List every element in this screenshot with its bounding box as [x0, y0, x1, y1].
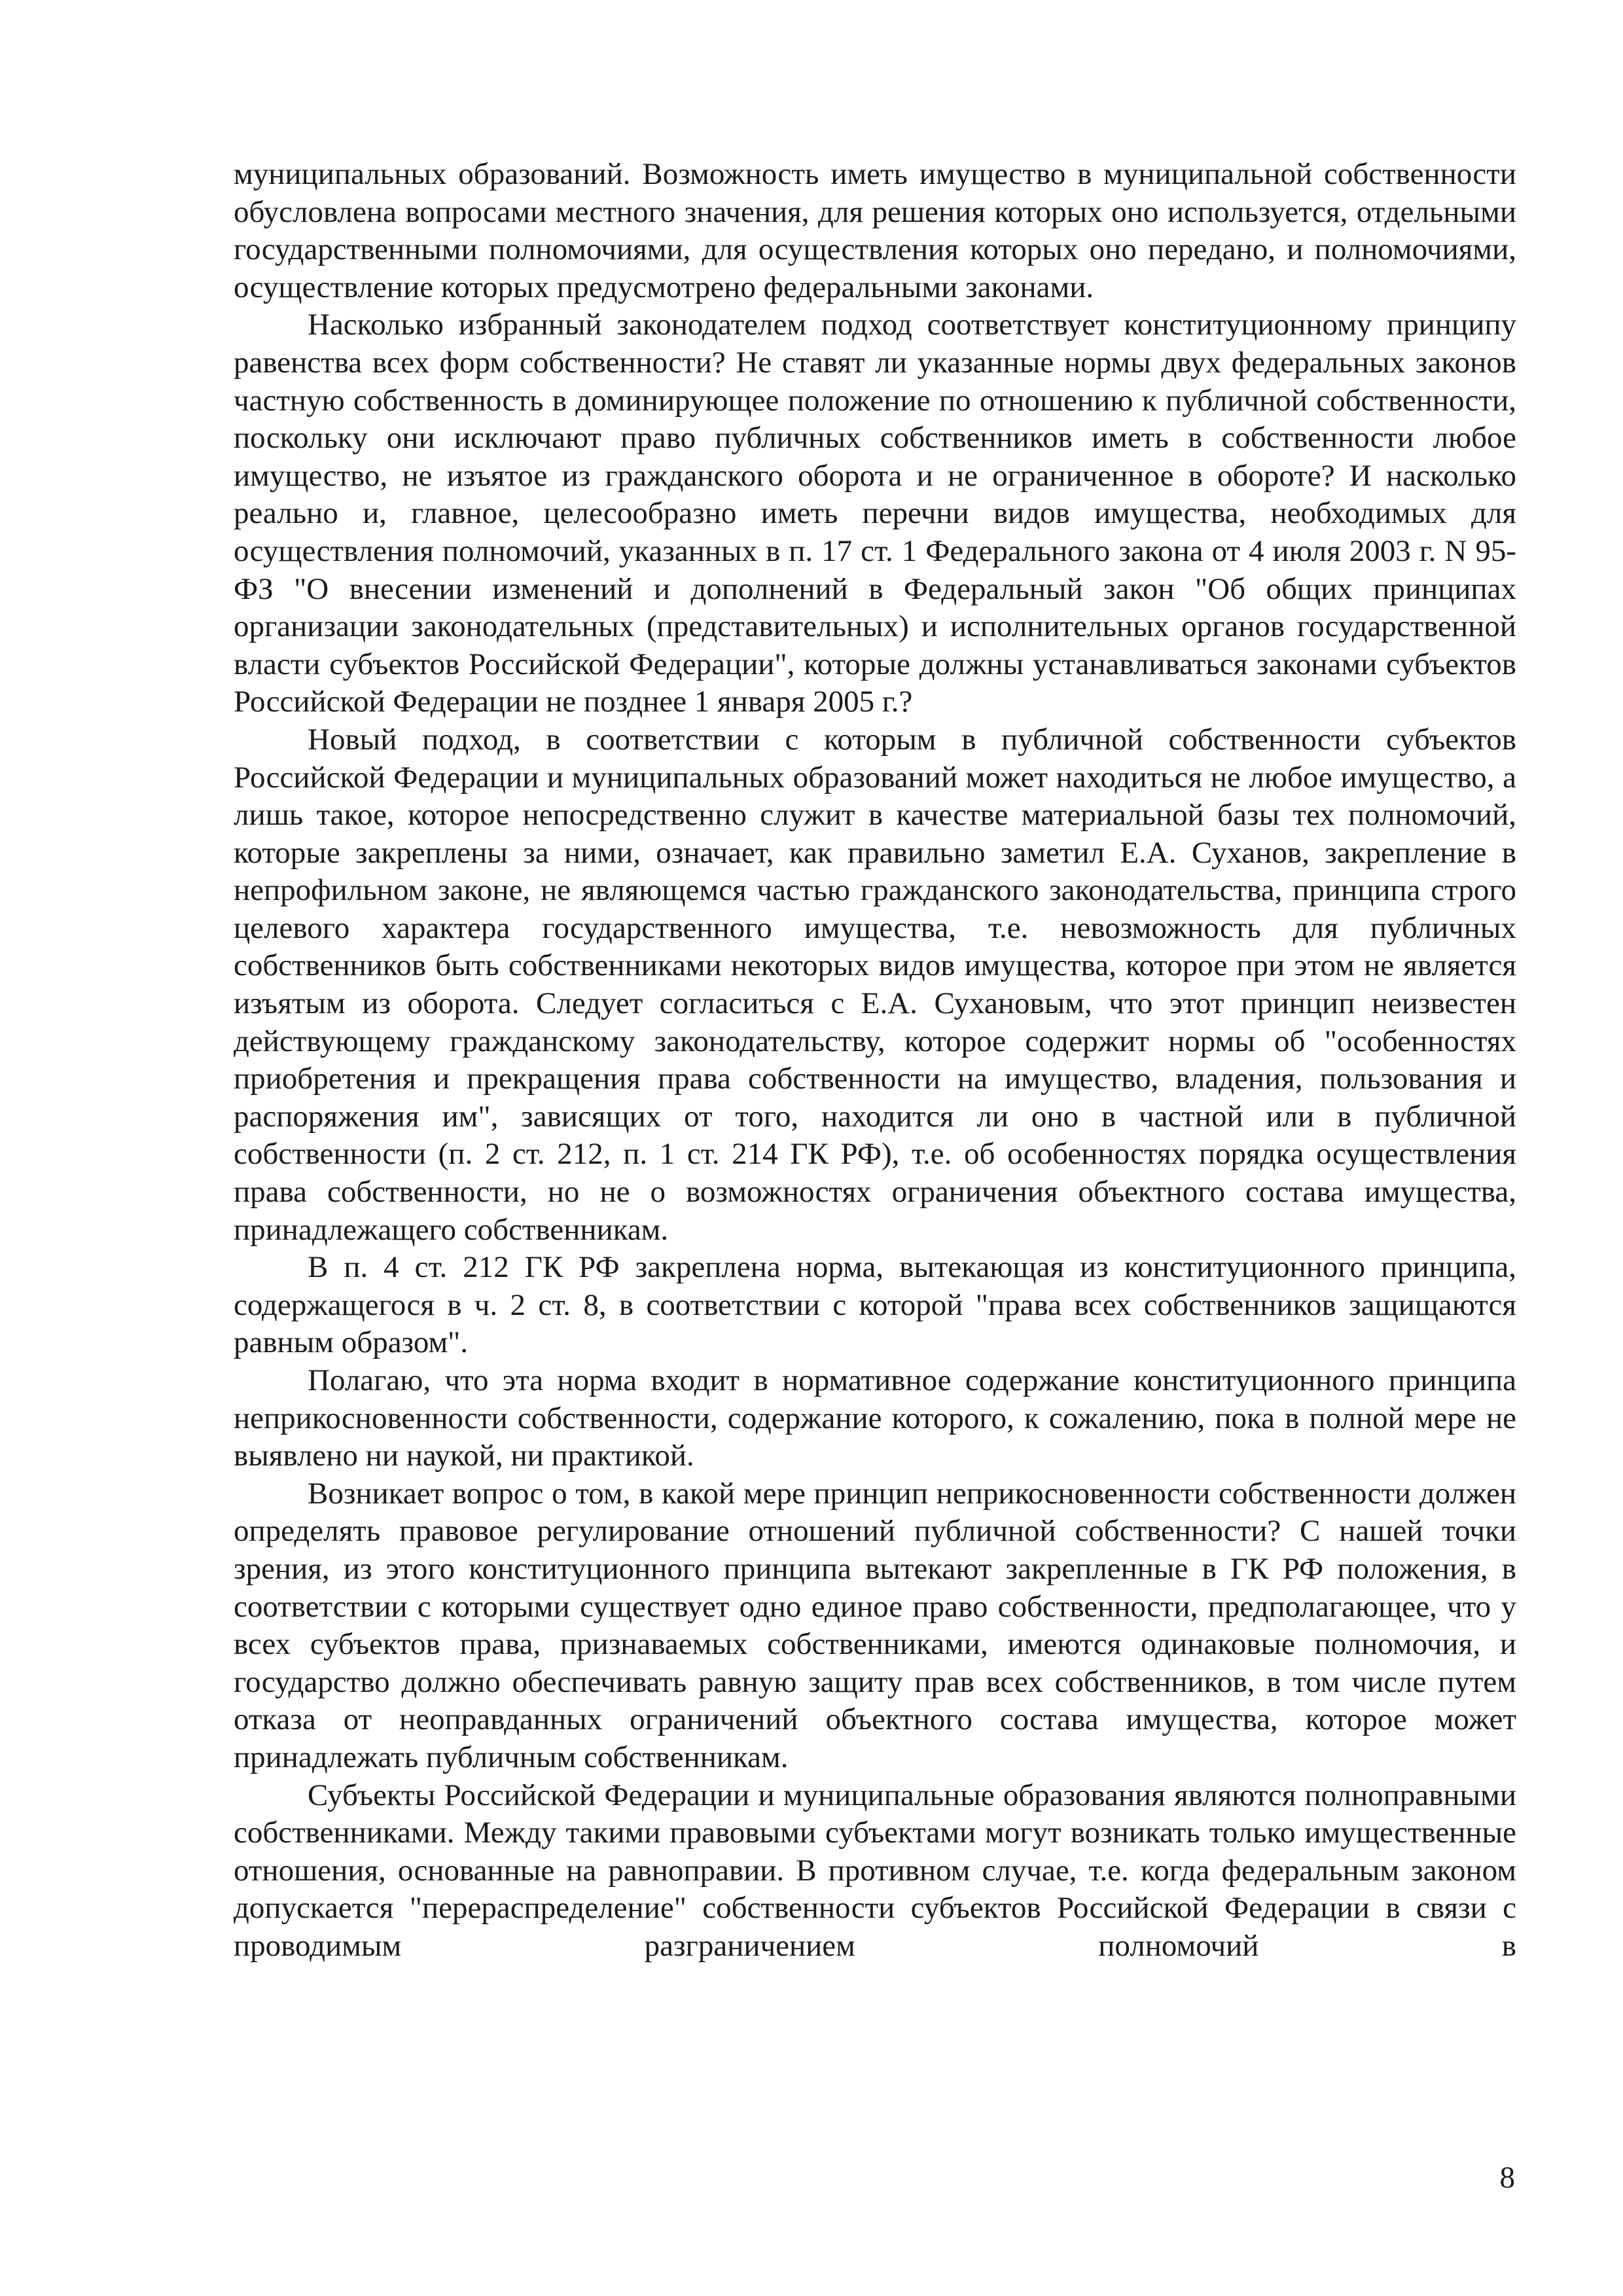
paragraph-2: Насколько избранный законодателем подход соответствует конституционному принципу равенства всех форм собственности? Не ставят ли указанные нормы двух федеральных законов частную собственность в доминирующее положение по отношению к публичной собственности, поскольку они исключают право публичных собственников иметь в собственности любое имущество, не изъятое из гражданского оборота и не ограниченное в обороте? И насколько реально и, главное, целесообразно иметь перечни видов имущества, необходимых для осуществления полномочий, указанных в п. 17 ст. 1 Федерального закона от 4 июля 2003 г. N 95-ФЗ "О внесении изменений и дополнений в Федеральный закон "Об общих принципах организации законодательных (представительных) и исполнительных органов государственной власти субъектов Российской Федерации", которые должны устанавливаться законами субъектов Российской Федерации не позднее 1 января 2005 г.?: [234, 308, 1516, 719]
paragraph-4: В п. 4 ст. 212 ГК РФ закреплена норма, вытекающая из конституционного принципа, содержащегося в ч. 2 ст. 8, в соответствии с которой "права всех собственников защищаются равным образом".: [234, 1250, 1516, 1360]
paragraph-6: Возникает вопрос о том, в какой мере принцип неприкосновенности собственности должен определять правовое регулирование отношений публичной собственности? С нашей точки зрения, из этого конституционного принципа вытекают закрепленные в ГК РФ положения, в соответствии с которыми существует одно единое право собственности, предполагающее, что у всех субъектов права, признаваемых собственниками, имеются одинаковые полномочия, и государство должно обеспечивать равную защиту прав всех собственников, в том числе путем отказа от неоправданных ограничений объектного состава имущества, которое может принадлежать публичным собственникам.: [234, 1476, 1516, 1774]
paragraph-3: Новый подход, в соответствии с которым в публичной собственности субъектов Российской Федерации и муниципальных образований может находиться не любое имущество, а лишь такое, которое непосредственно служит в качестве материальной базы тех полномочий, которые закреплены за ними, означает, как правильно заметил Е.А. Суханов, закрепление в непрофильном законе, не являющемся частью гражданского законодательства, принципа строго целевого характера государственного имущества, т.е. невозможность для публичных собственников быть собственниками некоторых видов имущества, которое при этом не является изъятым из оборота. Следует согласиться с Е.А. Сухановым, что этот принцип неизвестен действующему гражданскому законодательству, которое содержит нормы об "особенностях приобретения и прекращения права собственности на имущество, владения, пользования и распоряжения им", зависящих от того, находится ли оно в частной или в публичной собственности (п. 2 ст. 212, п. 1 ст. 214 ГК РФ), т.е. об особенностях порядка осуществления права собственности, но не о возможностях ограничения объектного состава имущества, принадлежащего собственникам.: [234, 722, 1516, 1247]
page-number: 8: [1499, 2161, 1515, 2195]
paragraph-5: Полагаю, что эта норма входит в нормативное содержание конституционного принципа неприкосновенности собственности, содержание которого, к сожалению, пока в полной мере не выявлено ни наукой, ни практикой.: [234, 1363, 1516, 1473]
paragraph-1: муниципальных образований. Возможность иметь имущество в муниципальной собственности обусловлена вопросами местного значения, для решения которых оно используется, отдельными государственными полномочиями, для осуществления которых оно передано, и полномочиями, осуществление которых предусмотрено федеральными законами.: [234, 157, 1516, 304]
paragraph-7: Субъекты Российской Федерации и муниципальные образования являются полноправными собственниками. Между такими правовыми субъектами могут возникать только имущественные отношения, основанные на равноправии. В противном случае, т.е. когда федеральным законом допускается "перераспределение" собственности субъектов Российской Федерации в связи с проводимым разграничением полномочий в: [234, 1778, 1516, 1963]
document-body: [234, 156, 1516, 1965]
